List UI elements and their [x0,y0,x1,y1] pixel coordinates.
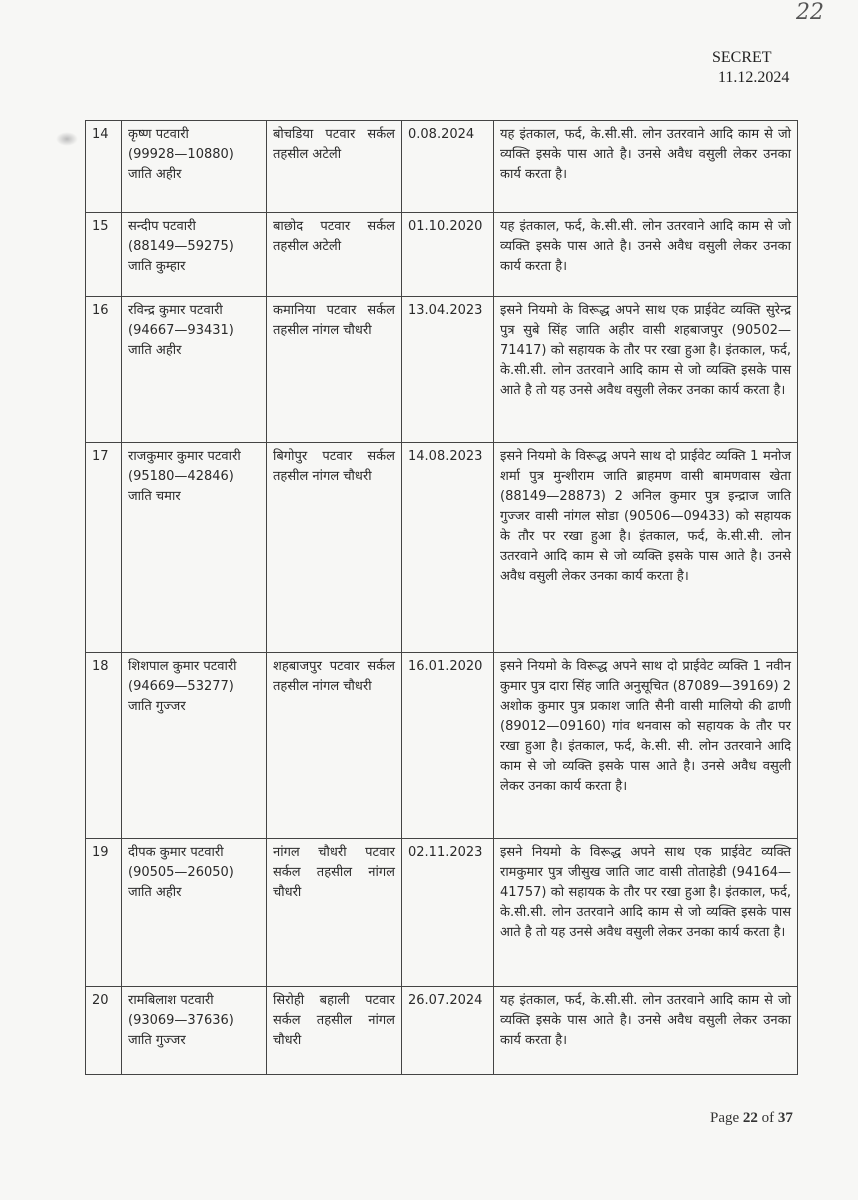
posting-date: 01.10.2020 [402,213,494,297]
person-phone: (94667—93431) [128,323,234,338]
person-phone: (90505—26050) [128,865,234,880]
person-cell [122,653,267,839]
person-phone: (93069—37636) [128,1013,234,1028]
serial-number: 15 [86,213,122,297]
table-row [86,297,798,443]
serial-number: 17 [86,443,122,653]
activity-description: यह इंतकाल, फर्द, के.सी.सी. लोन उतरवाने आदि काम से जो व्यक्ति इसके पास आते है। उनसे अवैध वसुली लेकर उनका कार्य करता है। [494,213,798,297]
posting-date: 26.07.2024 [402,987,494,1075]
person-name: सन्दीप पटवारी [128,219,196,234]
table-row [86,213,798,297]
page-total: 37 [777,1110,793,1126]
serial-number: 20 [86,987,122,1075]
person-name: दीपक कुमार पटवारी [128,845,224,860]
page-prefix: Page [710,1110,740,1126]
person-phone: (88149—59275) [128,239,234,254]
person-name: रविन्द्र कुमार पटवारी [128,303,223,318]
posting-place: नांगल चौधरी पटवार सर्कल तहसील नांगल चौधरी [267,839,402,987]
activity-description: यह इंतकाल, फर्द, के.सी.सी. लोन उतरवाने आदि काम से जो व्यक्ति इसके पास आते है। उनसे अवैध वसुली लेकर उनका कार्य करता है। [494,987,798,1075]
page-corner-number: 22 [796,0,824,25]
person-caste: जाति अहीर [128,885,182,900]
posting-place: बाछोद पटवार सर्कल तहसील अटेली [267,213,402,297]
activity-description: इसने नियमो के विरूद्ध अपने साथ एक प्राईवेट व्यक्ति सुरेन्द्र पुत्र सुबे सिंह जाति अहीर वासी शहबाजपुर (90502—71417) को सहायक के तौर पर रखा हुआ है। इंतकाल, फर्द, के.सी.सी. लोन उतरवाने आदि काम से जो व्यक्ति इसके पास आते है तो यह उनसे अवैध वसुली लेकर उनका कार्य करता है। [494,297,798,443]
table-row [86,839,798,987]
person-phone: (99928—10880) [128,147,234,162]
person-cell [122,213,267,297]
person-caste: जाति चमार [128,489,181,504]
posting-date: 13.04.2023 [402,297,494,443]
table-row [86,653,798,839]
activity-description: इसने नियमो के विरूद्ध अपने साथ दो प्राईवेट व्यक्ति 1 नवीन कुमार पुत्र दारा सिंह जाति अनुसूचित (87089—39169) 2 अशोक कुमार पुत्र प्रकाश जाति सैनी वासी मालियो की ढाणी (89012—09160) गांव थनवास को सहायक के तौर पर रखा हुआ है। इंतकाल, फर्द, के.सी. सी. लोन उतरवाने आदि काम से जो व्यक्ति इसके पास आते है। उनसे अवैध वसुली लेकर उनका कार्य करता है। [494,653,798,839]
person-name: कृष्ण पटवारी [128,127,189,142]
posting-place: बिगोपुर पटवार सर्कल तहसील नांगल चौधरी [267,443,402,653]
activity-description: यह इंतकाल, फर्द, के.सी.सी. लोन उतरवाने आदि काम से जो व्यक्ति इसके पास आते है। उनसे अवैध वसुली लेकर उनका कार्य करता है। [494,121,798,213]
activity-description: इसने नियमो के विरूद्ध अपने साथ दो प्राईवेट व्यक्ति 1 मनोज शर्मा पुत्र मुन्शीराम जाति ब्राहमण वासी बामणवास खेता (88149—28873) 2 अनिल कुमार पुत्र इन्द्राज जाति गुज्जर वासी नांगल सोडा (90506—09433) को सहायक के तौर पर रखा हुआ है। इंतकाल, फर्द, के.सी.सी. लोन उतरवाने आदि काम से जो व्यक्ति इसके पास आते है। उनसे अवैध वसुली लेकर उनका कार्य करता है। [494,443,798,653]
table-row [86,987,798,1075]
page-current: 22 [742,1110,758,1126]
serial-number: 16 [86,297,122,443]
records-table [85,120,798,1075]
classification-block [712,48,812,88]
posting-date: 02.11.2023 [402,839,494,987]
person-cell [122,443,267,653]
serial-number: 19 [86,839,122,987]
person-caste: जाति कुम्हार [128,259,186,274]
scan-smudge [56,132,78,146]
posting-place: सिरोही बहाली पटवार सर्कल तहसील नांगल चौधरी [267,987,402,1075]
person-cell [122,839,267,987]
serial-number: 18 [86,653,122,839]
activity-description: इसने नियमो के विरूद्ध अपने साथ एक प्राईवेट व्यक्ति रामकुमार पुत्र जीसुख जाति जाट वासी तोताहेडी (94164—41757) को सहायक के तौर पर रखा हुआ है। इंतकाल, फर्द, के.सी.सी. लोन उतरवाने आदि काम से जो व्यक्ति इसके पास आते है तो यह उनसे अवैध वसुली लेकर उनका कार्य करता है। [494,839,798,987]
page-number-footer [710,1110,793,1127]
posting-date: 0.08.2024 [402,121,494,213]
person-cell [122,297,267,443]
person-name: राजकुमार कुमार पटवारी [128,449,241,464]
person-name: शिशपाल कुमार पटवारी [128,659,237,674]
person-phone: (94669—53277) [128,679,234,694]
person-caste: जाति अहीर [128,343,182,358]
person-caste: जाति गुज्जर [128,1033,186,1048]
table-row [86,443,798,653]
posting-place: कमानिया पटवार सर्कल तहसील नांगल चौधरी [267,297,402,443]
person-phone: (95180—42846) [128,469,234,484]
document-date: 11.12.2024 [718,69,790,86]
serial-number: 14 [86,121,122,213]
posting-place: शहबाजपुर पटवार सर्कल तहसील नांगल चौधरी [267,653,402,839]
person-name: रामबिलाश पटवारी [128,993,214,1008]
posting-place: बोचडिया पटवार सर्कल तहसील अटेली [267,121,402,213]
classification-label: SECRET [712,49,772,66]
person-caste: जाति अहीर [128,167,182,182]
table-row [86,121,798,213]
person-cell [122,121,267,213]
page-of: of [761,1110,775,1126]
posting-date: 16.01.2020 [402,653,494,839]
person-caste: जाति गुज्जर [128,699,186,714]
person-cell [122,987,267,1075]
posting-date: 14.08.2023 [402,443,494,653]
